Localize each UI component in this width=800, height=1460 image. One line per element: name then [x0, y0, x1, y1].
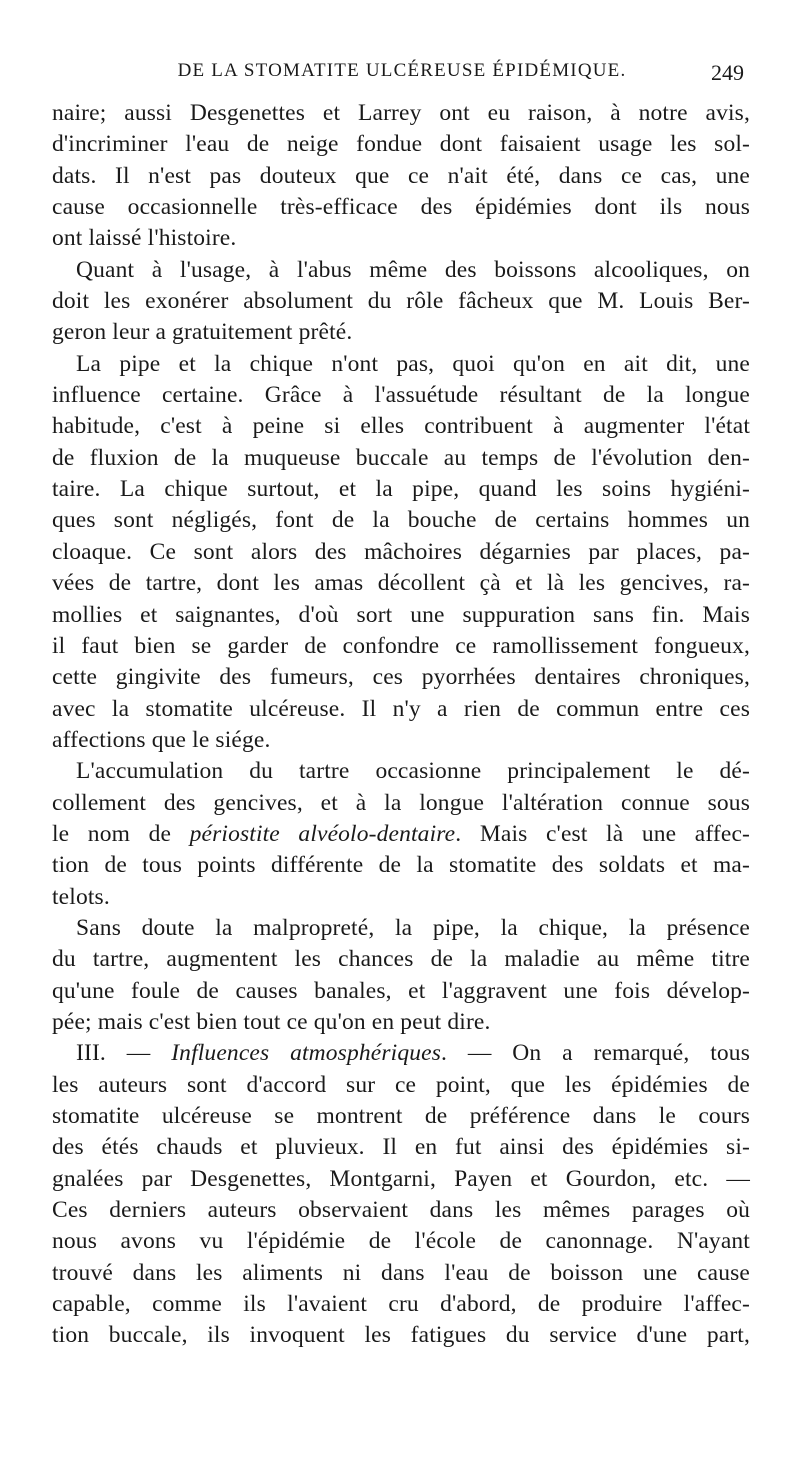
text-run: . — On a remarqué, tous — [441, 1040, 750, 1067]
text-run: qu'une foule de causes banales, et l'aggravent une fois dévelop- — [52, 977, 750, 1004]
body-text — [52, 98, 750, 1352]
text-run: vées de tartre, dont les amas décollent çà et là les gencives, ra- — [52, 570, 750, 597]
text-line — [52, 1132, 750, 1163]
text-line — [52, 98, 750, 129]
text-line — [52, 317, 750, 348]
text-run: La pipe et la chique n'ont pas, quoi qu'on en ait dit, une — [76, 350, 750, 377]
text-line — [52, 913, 750, 944]
text-line — [52, 1038, 750, 1069]
running-head — [52, 56, 752, 86]
text-line — [52, 568, 750, 599]
text-line — [52, 1007, 750, 1038]
text-run: avec la stomatite ulcéreuse. Il n'y a rien de commun entre ces — [52, 695, 750, 722]
page-number: 249 — [711, 60, 744, 85]
text-run: gnalées par Desgenettes, Montgarni, Payen et Gourdon, etc. — — [52, 1165, 750, 1192]
text-line — [52, 1164, 750, 1195]
text-line — [52, 537, 750, 568]
text-line — [52, 349, 750, 380]
text-run: des étés chauds et pluvieux. Il en fut ainsi des épidémies si- — [52, 1134, 750, 1161]
text-line — [52, 944, 750, 975]
text-line — [52, 819, 750, 850]
text-run: il faut bien se garder de confondre ce ramollissement fongueux, — [52, 632, 750, 659]
text-run: L'accumulation du tartre occasionne principalement le dé- — [76, 758, 750, 785]
text-run: le nom de — [52, 820, 190, 847]
text-run: mollies et saignantes, d'où sort une suppuration sans fin. Mais — [52, 601, 750, 628]
text-run: stomatite ulcéreuse se montrent de préférence dans le cours — [52, 1103, 750, 1129]
text-line — [52, 882, 750, 913]
text-line — [52, 756, 750, 787]
text-run: capable, comme ils l'avaient cru d'abord, de produire l'affec- — [52, 1291, 750, 1318]
text-line — [52, 1258, 750, 1289]
text-run: cloaque. Ce sont alors des mâchoires dégarnies par places, pa- — [52, 538, 750, 565]
text-run: . Mais c'est là une affec- — [455, 820, 751, 847]
text-line — [52, 631, 750, 662]
text-run: Sans doute la malpropreté, la pipe, la chique, la présence — [76, 914, 750, 941]
text-line — [52, 223, 750, 254]
text-run: geron leur a gratuitement prêté. — [52, 319, 353, 346]
text-run: influence certaine. Grâce à l'assuétude résultant de la longue — [52, 382, 750, 409]
text-line — [52, 1289, 750, 1320]
text-line — [52, 129, 750, 160]
text-line — [52, 1195, 750, 1226]
text-run: ques sont négligés, font de la bouche de certains hommes un — [52, 507, 750, 534]
text-line — [52, 380, 750, 411]
text-run: naire; aussi Desgenettes et Larrey ont eu raison, à notre avis, — [52, 100, 750, 126]
text-run: affections que le siége. — [52, 726, 271, 753]
italic-term: Influences atmosphériques — [171, 1040, 441, 1067]
text-line — [52, 411, 750, 442]
text-run: pée; mais c'est bien tout ce qu'on en peut dire. — [52, 1008, 491, 1035]
text-line — [52, 1070, 750, 1101]
text-line — [52, 443, 750, 474]
text-line — [52, 286, 750, 317]
text-run: cette gingivite des fumeurs, ces pyorrhées dentaires chroniques, — [52, 664, 750, 691]
text-run: ont laissé l'histoire. — [52, 225, 237, 252]
text-line — [52, 600, 750, 631]
text-run: Ces derniers auteurs observaient dans les mêmes parages où — [52, 1197, 750, 1224]
running-title: DE LA STOMATITE ULCÉREUSE ÉPIDÉMIQUE. — [177, 60, 627, 81]
text-line — [52, 255, 750, 286]
text-run: collement des gencives, et à la longue l'altération connue sous — [52, 789, 750, 816]
text-line — [52, 850, 750, 881]
text-line — [52, 474, 750, 505]
text-line — [52, 1226, 750, 1257]
text-run: cause occasionnelle très-efficace des épidémies dont ils nous — [52, 194, 750, 221]
text-run: habitude, c'est à peine si elles contribuent à augmenter l'état — [52, 413, 750, 440]
text-run: nous avons vu l'épidémie de l'école de canonnage. N'ayant — [52, 1228, 750, 1255]
text-line — [52, 976, 750, 1007]
text-run: Quant à l'usage, à l'abus même des boissons alcooliques, on — [76, 256, 750, 283]
text-line — [52, 161, 750, 192]
text-run: du tartre, augmentent les chances de la maladie au même titre — [52, 946, 750, 973]
text-line — [52, 694, 750, 725]
text-line — [52, 1320, 750, 1351]
text-line — [52, 505, 750, 536]
text-run: telots. — [52, 883, 110, 910]
text-run: d'incriminer l'eau de neige fondue dont faisaient usage les sol- — [52, 131, 750, 158]
text-line — [52, 788, 750, 819]
text-run: trouvé dans les aliments ni dans l'eau de boisson une cause — [52, 1259, 750, 1286]
text-run: tion de tous points différente de la stomatite des soldats et ma- — [52, 852, 750, 879]
text-line — [52, 1101, 750, 1132]
text-run: dats. Il n'est pas douteux que ce n'ait été, dans ce cas, une — [52, 162, 750, 189]
text-run: III. — — [76, 1040, 172, 1067]
text-run: tion buccale, ils invoquent les fatigues du service d'une part, — [52, 1322, 750, 1349]
italic-term: périostite alvéolo-dentaire — [189, 820, 456, 847]
text-run: de fluxion de la muqueuse buccale au temps de l'évolution den- — [52, 444, 750, 471]
text-line — [52, 192, 750, 223]
text-run: doit les exonérer absolument du rôle fâcheux que M. Louis Ber- — [52, 288, 750, 315]
text-line — [52, 725, 750, 756]
text-line — [52, 662, 750, 693]
text-run: taire. La chique surtout, et la pipe, quand les soins hygiéni- — [52, 476, 750, 503]
text-run: les auteurs sont d'accord sur ce point, que les épidémies de — [52, 1071, 750, 1098]
